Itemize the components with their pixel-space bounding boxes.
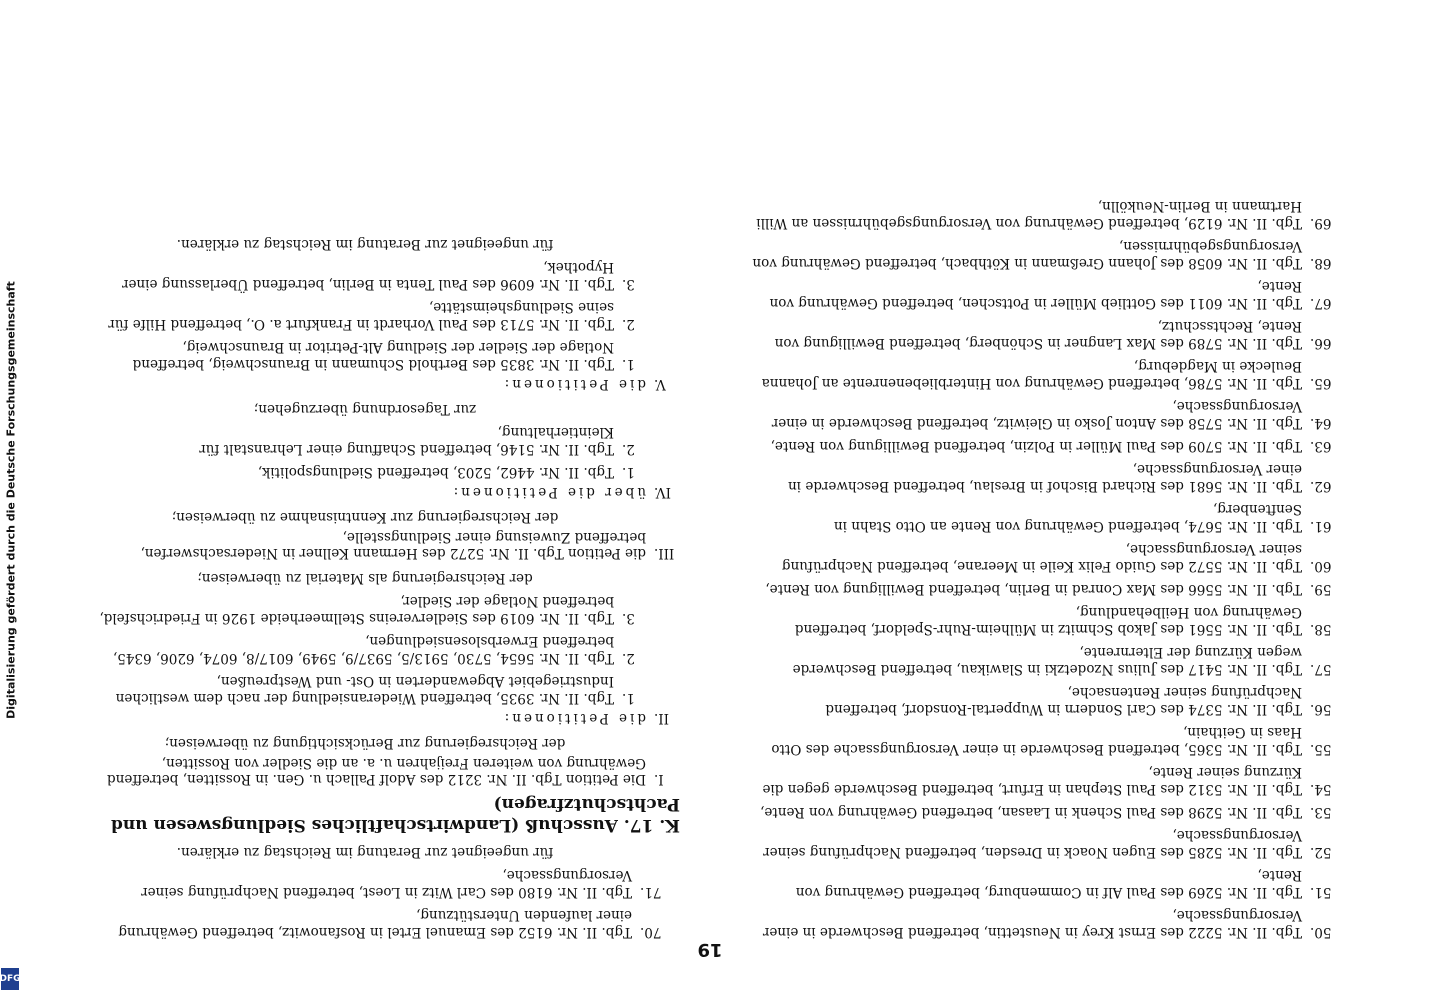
section-IV-list: [80, 423, 662, 480]
petition-entry: [750, 826, 1350, 860]
footer-strip: [0, 0, 22, 1000]
entry-number: 1.: [622, 356, 635, 372]
petition-entry: [80, 463, 662, 480]
entry-text: Tgb. II. Nr. 5681 des Richard Bischof in Breslau, betreffend Beschwerde in einer Versorgungssache,: [788, 461, 1302, 494]
entry-number: 53.: [1310, 804, 1332, 820]
section-label: über die Petitionen:: [450, 484, 646, 500]
entry-number: 3.: [622, 276, 635, 292]
entry-text: Tgb. II. Nr. 5374 des Carl Sondern in Wuppertal-Ronsdorf, betreffend Nachprüfung seiner Rentensache,: [825, 684, 1302, 717]
entry-number: 1.: [622, 464, 635, 480]
entry-number: 55.: [1310, 741, 1332, 757]
entry-number: 50.: [1310, 924, 1332, 940]
entry-text: Tgb. II. Nr. 5713 des Paul Vorhardt in Frankfurt a. O., betreffend Hilfe für seine Siedlungsheimstätte,: [108, 299, 614, 332]
entry-text: Tgb. II. Nr. 6058 des Johann Greßmann in Köthbach, betreffend Gewährung von Versorgungsgebührnissen,: [752, 238, 1302, 271]
petition-entry: [80, 298, 662, 332]
section-number: I.: [654, 771, 664, 787]
entry-text: Tgb. II. Nr. 5572 des Guido Felix Keile in Meerane, betreffend Nachprüfung seiner Versorgungssache,: [781, 541, 1302, 574]
rotated-content: [60, 60, 1350, 960]
section-number: II.: [654, 710, 669, 726]
entry-number: 61.: [1310, 518, 1332, 534]
petition-entry: [80, 906, 680, 940]
section-III: [80, 529, 680, 561]
entry-number: 64.: [1310, 415, 1332, 431]
petition-entry: [750, 906, 1350, 940]
petition-entry: [750, 237, 1350, 271]
entry-text: Tgb. II. Nr. 6019 des Siedlervereins Stellmeerheide 1926 in Friedrichsfeld, betreffend Notlage der Siedler,: [99, 593, 614, 626]
petition-entry: [750, 500, 1350, 534]
entry-text: Tgb. II. Nr. 5789 des Max Langner in Schönberg, betreffend Bewilligung von Rente, Rechtsschutz,: [774, 318, 1302, 351]
entry-text: Tgb. II. Nr. 5674, betreffend Gewährung von Rente an Otto Stahn in Senftenberg,: [833, 501, 1302, 534]
section-number: IV.: [654, 484, 672, 500]
section-number: V.: [654, 376, 666, 392]
petition-entry: [750, 723, 1350, 757]
entry-text: Tgb. II. Nr. 5365, betreffend Beschwerde in einer Versorgungssache des Otto Haas in Geithain,: [771, 724, 1302, 757]
entry-text: Tgb. II. Nr. 6152 des Emanuel Ertel in Rosfanowitz, betreffend Gewährung einer laufenden Unterstützung,: [118, 907, 632, 940]
dfg-logo-icon: DFG: [1, 968, 19, 990]
entry-text: Tgb. II. Nr. 5146, betreffend Schaffung einer Lehranstalt für Kleintierhaltung,: [199, 424, 614, 457]
entry-number: 69.: [1310, 215, 1332, 231]
entry-number: 58.: [1310, 621, 1332, 637]
entry-text: Tgb. II. Nr. 5566 des Max Conrad in Berlin, betreffend Bewilligung von Rente,: [765, 581, 1302, 597]
entry-text: Tgb. II. Nr. 5269 des Paul Alf in Commenburg, betreffend Gewährung von Rente,: [795, 867, 1302, 900]
entry-number: 54.: [1310, 781, 1332, 797]
entry-number: 70.: [640, 924, 662, 940]
petition-entry: [80, 423, 662, 457]
entry-text: Tgb. II. Nr. 5312 des Paul Stephan in Erfurt, betreffend Beschwerde gegen die Kürzung seiner Rente,: [762, 764, 1302, 797]
entry-number: 63.: [1310, 438, 1332, 454]
section-II-list: [80, 592, 662, 706]
section-V: [80, 376, 680, 392]
left-column: [750, 60, 1350, 940]
decision-text: für ungeeignet zur Beratung im Reichstag zu erklären.: [176, 236, 554, 252]
petition-entry: [750, 460, 1350, 494]
entry-number: 3.: [622, 610, 635, 626]
section-label: die Petitionen:: [501, 710, 646, 726]
section-text: Die Petition Tgb. II. Nr. 3212 des Adolf Pallach u. Gen. in Rossitten, betreffend Gewährung von weiteren Freijahren u. a. an die Siedler von Rossitten,: [107, 755, 646, 787]
decision-text: der Reichsregierung als Material zu überweisen;: [197, 570, 533, 586]
petition-entry: [750, 317, 1350, 351]
petition-list-right-top: [80, 866, 680, 940]
section-II: [80, 710, 680, 726]
petition-list-left: [750, 197, 1350, 940]
entry-text: Tgb. II. Nr. 6180 des Carl Witz in Loest, betreffend Nachprüfung seiner Versorgungssache,: [141, 867, 632, 900]
footer-text: Digitalisierung gefördert durch die Deutsche Forschungsgemeinschaft: [4, 281, 18, 719]
section-V-list: [80, 258, 662, 372]
entry-number: 52.: [1310, 844, 1332, 860]
entry-text: Tgb. II. Nr. 5786, betreffend Gewährung von Hinterbliebenenrente an Johanna Beulecke in Magdeburg,: [761, 358, 1302, 391]
entry-text: Tgb. II. Nr. 4462, 5203, betreffend Siedlungspolitik,: [257, 464, 614, 480]
decision-text: zur Tagesordnung überzugehen;: [253, 401, 477, 417]
entry-text: Tgb. II. Nr. 5561 des Jakob Schmitz in Mülheim-Ruhr-Speldorf, betreffend Gewährung von Heilbehandlung,: [794, 604, 1302, 637]
entry-number: 2.: [622, 316, 635, 332]
petition-entry: [750, 683, 1350, 717]
decision-text: der Reichsregierung zur Berücksichtigung zu überweisen;: [164, 735, 566, 751]
section-IV: [80, 484, 680, 500]
petition-entry: [80, 258, 662, 292]
petition-entry: [750, 763, 1350, 797]
entry-number: 65.: [1310, 375, 1332, 391]
petition-entry: [750, 357, 1350, 391]
petition-entry: [750, 397, 1350, 431]
decision-text: für ungeeignet zur Beratung im Reichstag zu erklären.: [176, 844, 554, 860]
section-text: die Petition Tgb. II. Nr. 5272 des Hermann Kellner in Niedersachswerfen, betreffend Zuweisung einer Siedlungsstelle,: [140, 529, 646, 561]
entry-text: Tgb. II. Nr. 5417 des Julius Nzodetzki in Slawikau, betreffend Beschwerde wegen Kürzung der Elternrente,: [792, 644, 1302, 677]
entry-text: Tgb. II. Nr. 5285 des Eugen Noack in Dresden, betreffend Nachprüfung seiner Versorgungssache,: [763, 827, 1302, 860]
section-number: III.: [654, 545, 675, 561]
section-I: [80, 755, 680, 787]
petition-entry: [80, 866, 680, 900]
entry-number: 67.: [1310, 295, 1332, 311]
petition-entry: [750, 437, 1350, 454]
petition-entry: [750, 197, 1350, 231]
petition-entry: [750, 866, 1350, 900]
entry-number: 57.: [1310, 661, 1332, 677]
entry-text: Tgb. II. Nr. 5298 des Paul Schenk in Laasan, betreffend Gewährung von Rente,: [760, 804, 1302, 820]
entry-number: 62.: [1310, 478, 1332, 494]
page-number: 19: [697, 939, 723, 960]
entry-number: 51.: [1310, 884, 1332, 900]
petition-entry: [750, 540, 1350, 574]
entry-number: 71.: [640, 884, 662, 900]
entry-text: Tgb. II. Nr. 6011 des Gottlieb Müller in Pottschen, betreffend Gewährung von Rente,: [769, 278, 1302, 311]
decision-text: der Reichsregierung zur Kenntnisnahme zu überweisen;: [171, 509, 559, 525]
petition-entry: [750, 277, 1350, 311]
entry-number: 2.: [622, 441, 635, 457]
entry-text: Tgb. II. Nr. 6096 des Paul Tenta in Berlin, betreffend Überlassung einer Hypothek,: [122, 259, 614, 292]
entry-text: Tgb. II. Nr. 5709 des Paul Müller in Polzin, betreffend Bewilligung von Rente,: [770, 438, 1302, 454]
entry-text: Tgb. II. Nr. 5222 des Ernst Krey in Neustettin, betreffend Beschwerde in einer Versorgungssache,: [762, 907, 1302, 940]
entry-number: 66.: [1310, 335, 1332, 351]
entry-text: Tgb. II. Nr. 6129, betreffend Gewährung von Versorgungsgebührnissen an Willi Hartmann in Berlin-Neukölln,: [756, 198, 1302, 231]
entry-number: 2.: [622, 650, 635, 666]
right-column: [80, 60, 680, 940]
petition-entry: [750, 580, 1350, 597]
entry-number: 1.: [622, 690, 635, 706]
petition-entry: [750, 803, 1350, 820]
section-heading: K. 17. Ausschuß (Landwirtschaftliches Siedlungswesen und Pachtschutzfragen): [110, 794, 680, 835]
petition-entry: [80, 592, 662, 626]
entry-text: Tgb. II. Nr. 3935, betreffend Wiederansiedlung der nach dem westlichen Industriegebiet Abgewanderten in Ost- und Westpreußen,: [115, 673, 614, 706]
entry-text: Tgb. II. Nr. 5758 des Anton Josko in Gleiwitz, betreffend Beschwerde in einer Versorgungssache,: [771, 398, 1302, 431]
entry-number: 56.: [1310, 701, 1332, 717]
petition-entry: [80, 338, 662, 372]
entry-number: 60.: [1310, 558, 1332, 574]
entry-text: Tgb. II. Nr. 5654, 5730, 5913/5, 5937/9, 5949, 6017/8, 6074, 6206, 6345, betreffend Erwerbslosensiedlungen,: [112, 633, 614, 666]
petition-entry: [750, 643, 1350, 677]
entry-number: 59.: [1310, 581, 1332, 597]
petition-entry: [80, 672, 662, 706]
entry-number: 68.: [1310, 255, 1332, 271]
section-label: die Petitionen:: [501, 376, 646, 392]
entry-text: Tgb. II. Nr. 3835 des Berthold Schumann in Braunschweig, betreffend Notlage der Siedler der Siedlung Alt-Petritor in Braunschweig,: [132, 339, 614, 372]
petition-entry: [750, 603, 1350, 637]
petition-entry: [80, 632, 662, 666]
